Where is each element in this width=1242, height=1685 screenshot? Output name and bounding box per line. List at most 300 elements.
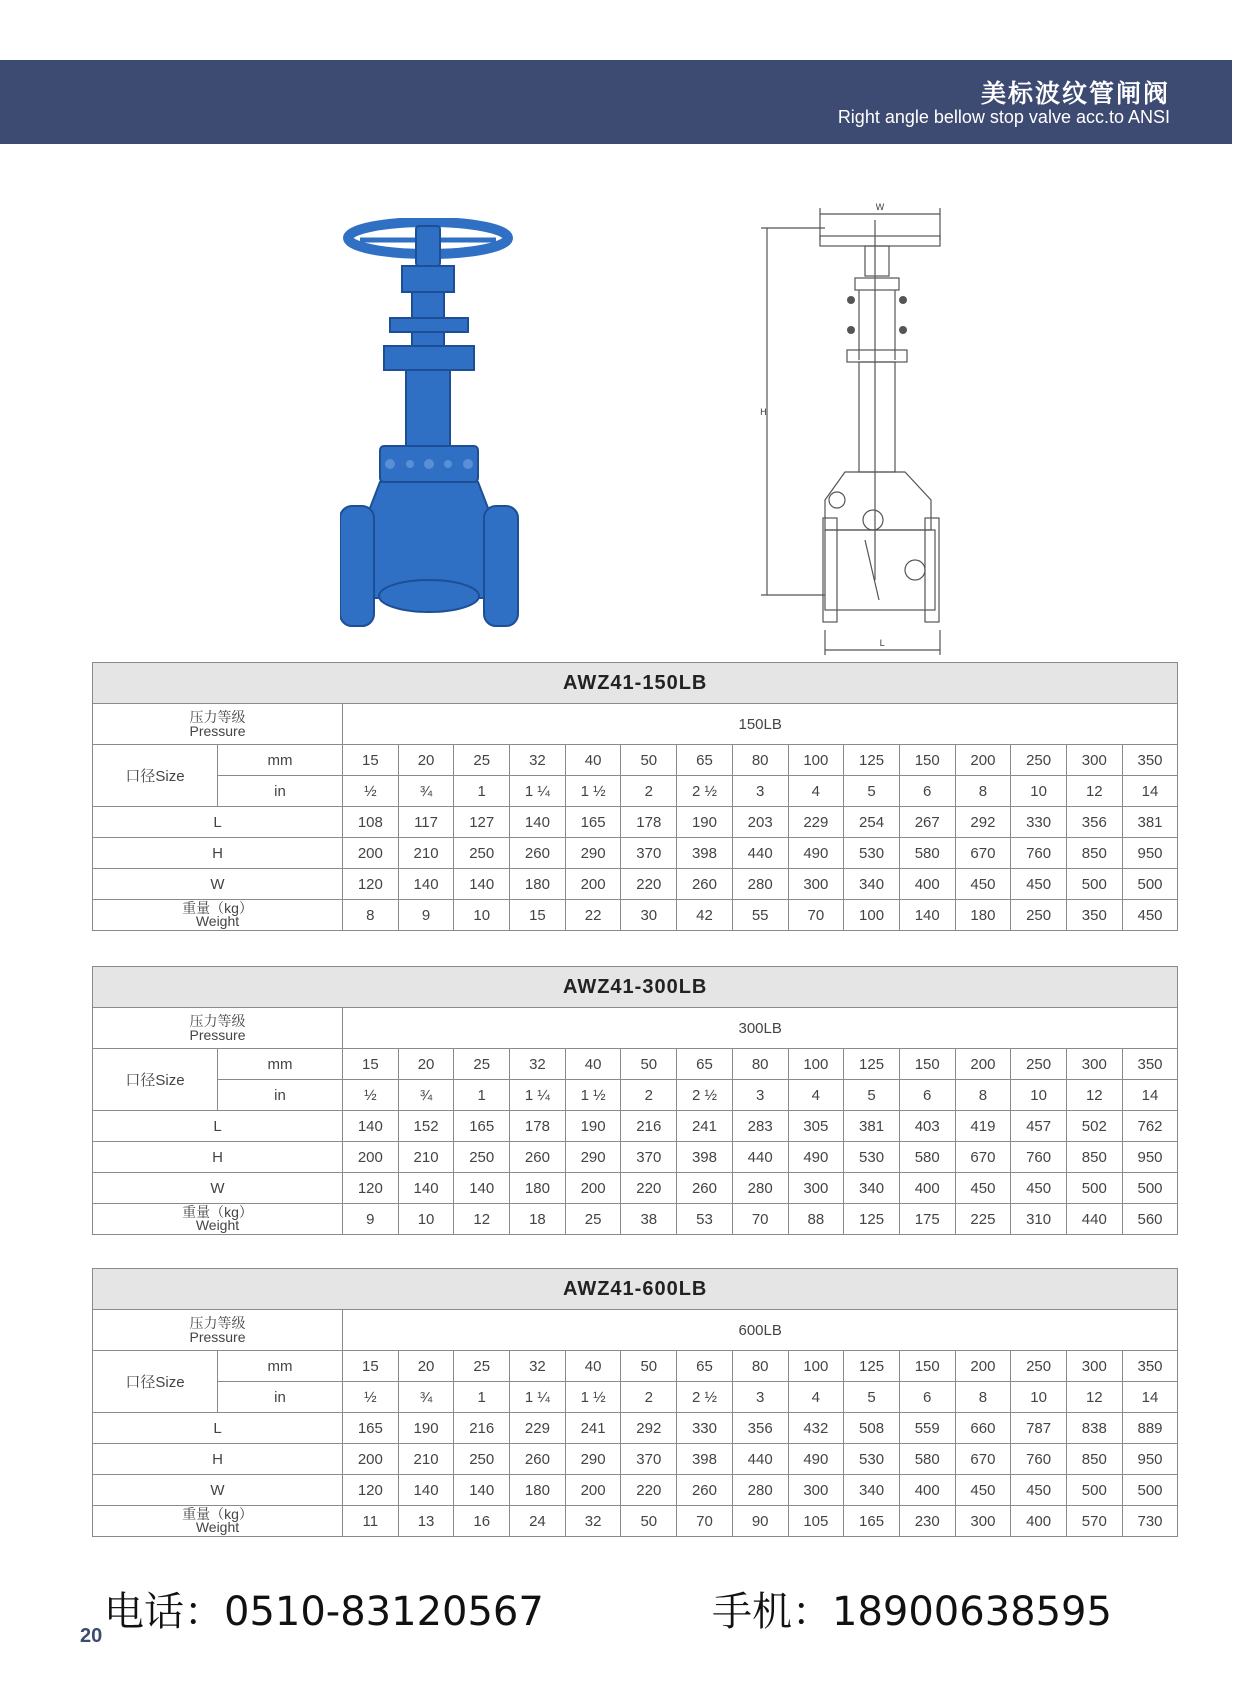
table-cell: 10	[398, 1204, 454, 1235]
table-cell: 53	[677, 1204, 733, 1235]
table-cell: 500	[1066, 1475, 1122, 1506]
table-cell: 165	[844, 1506, 900, 1537]
table-cell: 108	[343, 807, 399, 838]
table-cell: 730	[1122, 1506, 1178, 1537]
dimension-row-w	[93, 1475, 1178, 1506]
table-cell: 500	[1066, 1173, 1122, 1204]
table-cell: 850	[1066, 1142, 1122, 1173]
size-in-row	[93, 1382, 1178, 1413]
table-cell: 200	[343, 838, 399, 869]
table-cell: 40	[565, 745, 621, 776]
table-cell: 838	[1066, 1413, 1122, 1444]
table-cell: 490	[788, 838, 844, 869]
header-banner	[0, 60, 1232, 144]
table-cell: 8	[955, 1382, 1011, 1413]
table-cell: 500	[1122, 869, 1178, 900]
size-label: 口径Size	[93, 1049, 218, 1111]
table-cell: 125	[844, 1351, 900, 1382]
table-cell: 340	[844, 869, 900, 900]
table-cell: 15	[343, 1049, 399, 1080]
pressure-label-cn: 压力等级	[189, 1013, 246, 1029]
table-cell: ¾	[398, 776, 454, 807]
row-label-l: L	[93, 807, 343, 838]
table-cell: 2 ½	[677, 776, 733, 807]
table-cell: 200	[565, 869, 621, 900]
table-cell: 90	[732, 1506, 788, 1537]
table-cell: 50	[621, 1506, 677, 1537]
table-cell: 40	[565, 1351, 621, 1382]
table-cell: 14	[1122, 776, 1178, 807]
table-cell: 500	[1122, 1475, 1178, 1506]
table-cell: 210	[398, 838, 454, 869]
page-number: 20	[80, 1625, 103, 1647]
table-cell: 178	[621, 807, 677, 838]
table-cell: 32	[510, 745, 566, 776]
table-cell: 300	[955, 1506, 1011, 1537]
table-cell: 2	[621, 1382, 677, 1413]
table-cell: 100	[788, 745, 844, 776]
table-cell: 260	[677, 1173, 733, 1204]
dim-h-label: H	[760, 408, 767, 418]
table-cell: 20	[398, 745, 454, 776]
size-in-row	[93, 1080, 1178, 1111]
row-label-h: H	[93, 838, 343, 869]
table-cell: 229	[510, 1413, 566, 1444]
table-cell: 9	[398, 900, 454, 931]
weight-row	[93, 1204, 1178, 1235]
table-cell: 125	[844, 745, 900, 776]
table-cell: 760	[1011, 1444, 1067, 1475]
table-caption-row	[93, 663, 1178, 704]
table-cell: 125	[844, 1204, 900, 1235]
table-cell: 165	[565, 807, 621, 838]
table-cell: 175	[899, 1204, 955, 1235]
dimension-row-l	[93, 1111, 1178, 1142]
table-cell: 140	[343, 1111, 399, 1142]
table-cell: 220	[621, 869, 677, 900]
table-cell: 225	[955, 1204, 1011, 1235]
table-cell: 290	[565, 1142, 621, 1173]
spec-table-150lb	[92, 662, 1178, 931]
row-label-w: W	[93, 1173, 343, 1204]
table-cell: 220	[621, 1475, 677, 1506]
table-cell: 32	[510, 1351, 566, 1382]
weight-label-en: Weight	[195, 1217, 240, 1233]
table-cell: 490	[788, 1444, 844, 1475]
table-cell: 30	[621, 900, 677, 931]
table-cell: 100	[788, 1351, 844, 1382]
mm-unit-label: mm	[218, 1049, 343, 1080]
table-cell: 400	[899, 1173, 955, 1204]
table-cell: 305	[788, 1111, 844, 1142]
table-caption-row	[93, 1269, 1178, 1310]
table-cell: 490	[788, 1142, 844, 1173]
table-cell: 65	[677, 1049, 733, 1080]
table-cell: 25	[454, 1049, 510, 1080]
table-cell: 340	[844, 1475, 900, 1506]
table-cell: 3	[732, 776, 788, 807]
table-cell: 559	[899, 1413, 955, 1444]
table-cell: 150	[899, 1351, 955, 1382]
pressure-row	[93, 1310, 1178, 1351]
table-cell: 260	[677, 1475, 733, 1506]
dimension-row-h	[93, 1142, 1178, 1173]
pressure-label	[93, 1008, 343, 1049]
table-cell: 6	[899, 776, 955, 807]
table-cell: 190	[398, 1413, 454, 1444]
dim-l-label: L	[879, 639, 885, 649]
table-cell: 1	[454, 1382, 510, 1413]
table-cell: 120	[343, 1173, 399, 1204]
table-cell: 127	[454, 807, 510, 838]
table-cell: 120	[343, 869, 399, 900]
table-cell: 300	[1066, 1049, 1122, 1080]
table-cell: ½	[343, 1382, 399, 1413]
pressure-value: 300LB	[343, 1008, 1178, 1049]
weight-label-en: Weight	[195, 1519, 240, 1535]
pressure-value: 600LB	[343, 1310, 1178, 1351]
table-cell: 38	[621, 1204, 677, 1235]
table-cell: 762	[1122, 1111, 1178, 1142]
table-cell: 370	[621, 1444, 677, 1475]
pressure-label-en: Pressure	[189, 1329, 246, 1345]
table-cell: 398	[677, 838, 733, 869]
table-cell: 450	[1122, 900, 1178, 931]
table-cell: 260	[510, 1444, 566, 1475]
table-cell: 210	[398, 1444, 454, 1475]
table-cell: 216	[621, 1111, 677, 1142]
table-cell: 250	[454, 838, 510, 869]
table-cell: 292	[955, 807, 1011, 838]
table-cell: 200	[955, 1049, 1011, 1080]
spec-table-300lb	[92, 966, 1178, 1235]
in-unit-label: in	[218, 1382, 343, 1413]
weight-label-cn: 重量（kg）	[182, 1204, 253, 1220]
table-cell: 4	[788, 1382, 844, 1413]
mm-unit-label: mm	[218, 745, 343, 776]
table-cell: 241	[677, 1111, 733, 1142]
table-cell: 250	[1011, 1049, 1067, 1080]
table-cell: 200	[343, 1444, 399, 1475]
table-cell: 400	[899, 869, 955, 900]
table-cell: 450	[955, 869, 1011, 900]
table-cell: 350	[1122, 1351, 1178, 1382]
table-cell: 432	[788, 1413, 844, 1444]
pressure-label	[93, 704, 343, 745]
pressure-label-cn: 压力等级	[189, 1315, 246, 1331]
table-cell: 32	[510, 1049, 566, 1080]
table-cell: 32	[565, 1506, 621, 1537]
table-cell: 15	[343, 1351, 399, 1382]
table-cell: 403	[899, 1111, 955, 1142]
page-title-en: Right angle bellow stop valve acc.to ANSI	[837, 107, 1170, 127]
pressure-row	[93, 704, 1178, 745]
table-cell: 356	[732, 1413, 788, 1444]
table-cell: 2 ½	[677, 1382, 733, 1413]
table-title: AWZ41-300LB	[93, 967, 1178, 1008]
row-label-w: W	[93, 869, 343, 900]
table-cell: 10	[1011, 1382, 1067, 1413]
table-cell: 6	[899, 1382, 955, 1413]
page-title-cn: 美标波纹管闸阀	[980, 79, 1170, 108]
dimension-row-h	[93, 1444, 1178, 1475]
dimension-row-w	[93, 869, 1178, 900]
table-cell: 241	[565, 1413, 621, 1444]
table-cell: 850	[1066, 1444, 1122, 1475]
table-cell: 670	[955, 838, 1011, 869]
table-cell: 290	[565, 1444, 621, 1475]
table-cell: 55	[732, 900, 788, 931]
table-cell: 350	[1122, 1049, 1178, 1080]
weight-row	[93, 900, 1178, 931]
table-cell: 140	[398, 1173, 454, 1204]
table-cell: 11	[343, 1506, 399, 1537]
table-cell: 530	[844, 1142, 900, 1173]
table-caption-row	[93, 967, 1178, 1008]
table-cell: 5	[844, 776, 900, 807]
table-cell: 140	[398, 869, 454, 900]
table-cell: 440	[1066, 1204, 1122, 1235]
in-unit-label: in	[218, 776, 343, 807]
table-cell: 8	[955, 1080, 1011, 1111]
size-in-row	[93, 776, 1178, 807]
pressure-label	[93, 1310, 343, 1351]
table-cell: 250	[1011, 745, 1067, 776]
table-cell: 300	[1066, 1351, 1122, 1382]
mm-unit-label: mm	[218, 1351, 343, 1382]
pressure-value: 150LB	[343, 704, 1178, 745]
table-cell: 10	[454, 900, 510, 931]
table-cell: 381	[1122, 807, 1178, 838]
table-cell: 180	[510, 869, 566, 900]
table-cell: 2	[621, 1080, 677, 1111]
table-cell: 24	[510, 1506, 566, 1537]
table-cell: 42	[677, 900, 733, 931]
table-cell: 580	[899, 1142, 955, 1173]
table-cell: 200	[565, 1173, 621, 1204]
table-title: AWZ41-150LB	[93, 663, 1178, 704]
table-cell: 40	[565, 1049, 621, 1080]
table-cell: 8	[955, 776, 1011, 807]
size-mm-row	[93, 745, 1178, 776]
table-cell: 292	[621, 1413, 677, 1444]
table-cell: 80	[732, 1351, 788, 1382]
table-cell: 340	[844, 1173, 900, 1204]
table-cell: ¾	[398, 1080, 454, 1111]
table-cell: 250	[454, 1142, 510, 1173]
table-cell: 450	[1011, 869, 1067, 900]
dimension-row-w	[93, 1173, 1178, 1204]
table-cell: 440	[732, 1444, 788, 1475]
table-cell: 12	[1066, 776, 1122, 807]
table-cell: 440	[732, 838, 788, 869]
table-cell: 787	[1011, 1413, 1067, 1444]
table-cell: 1	[454, 776, 510, 807]
table-cell: 330	[677, 1413, 733, 1444]
table-cell: 508	[844, 1413, 900, 1444]
table-cell: 80	[732, 1049, 788, 1080]
table-cell: 440	[732, 1142, 788, 1173]
table-cell: 100	[788, 1049, 844, 1080]
table-cell: 1 ¼	[510, 1382, 566, 1413]
dimension-row-l	[93, 807, 1178, 838]
table-cell: 1 ¼	[510, 1080, 566, 1111]
table-cell: 200	[565, 1475, 621, 1506]
pressure-label-cn: 压力等级	[189, 709, 246, 725]
table-cell: 70	[732, 1204, 788, 1235]
table-cell: 950	[1122, 1142, 1178, 1173]
table-cell: 370	[621, 1142, 677, 1173]
table-cell: 70	[788, 900, 844, 931]
dimension-row-h	[93, 838, 1178, 869]
table-cell: 398	[677, 1444, 733, 1475]
table-cell: 950	[1122, 1444, 1178, 1475]
table-cell: 65	[677, 1351, 733, 1382]
table-cell: 150	[899, 1049, 955, 1080]
table-cell: 9	[343, 1204, 399, 1235]
table-cell: 10	[1011, 1080, 1067, 1111]
table-cell: 150	[899, 745, 955, 776]
row-label-h: H	[93, 1142, 343, 1173]
table-cell: 400	[1011, 1506, 1067, 1537]
table-cell: 1 ½	[565, 1382, 621, 1413]
weight-label	[93, 1204, 343, 1235]
table-cell: 260	[677, 869, 733, 900]
table-cell: 350	[1122, 745, 1178, 776]
table-cell: 450	[1011, 1475, 1067, 1506]
table-cell: 660	[955, 1413, 1011, 1444]
table-cell: 267	[899, 807, 955, 838]
table-cell: 370	[621, 838, 677, 869]
table-cell: 530	[844, 1444, 900, 1475]
phone-number: 电话：0510-83120567	[104, 1589, 544, 1635]
table-cell: 3	[732, 1382, 788, 1413]
table-cell: 178	[510, 1111, 566, 1142]
table-cell: 70	[677, 1506, 733, 1537]
table-cell: 5	[844, 1080, 900, 1111]
table-cell: 10	[1011, 776, 1067, 807]
weight-label-en: Weight	[195, 913, 240, 929]
dimension-row-l	[93, 1413, 1178, 1444]
table-cell: 165	[454, 1111, 510, 1142]
table-cell: 65	[677, 745, 733, 776]
table-cell: 457	[1011, 1111, 1067, 1142]
in-unit-label: in	[218, 1080, 343, 1111]
weight-label-cn: 重量（kg）	[182, 900, 253, 916]
table-cell: 889	[1122, 1413, 1178, 1444]
table-cell: 500	[1066, 869, 1122, 900]
size-mm-row	[93, 1351, 1178, 1382]
table-cell: 580	[899, 1444, 955, 1475]
table-cell: 8	[343, 900, 399, 931]
pressure-label-en: Pressure	[189, 1027, 246, 1043]
valve-photo	[340, 218, 520, 658]
table-cell: 1 ½	[565, 776, 621, 807]
table-cell: 5	[844, 1382, 900, 1413]
table-cell: 15	[510, 900, 566, 931]
table-cell: 250	[1011, 900, 1067, 931]
table-cell: 560	[1122, 1204, 1178, 1235]
table-cell: 450	[1011, 1173, 1067, 1204]
table-cell: 3	[732, 1080, 788, 1111]
table-cell: 580	[899, 838, 955, 869]
table-cell: 25	[565, 1204, 621, 1235]
table-cell: ¾	[398, 1382, 454, 1413]
table-cell: 419	[955, 1111, 1011, 1142]
table-cell: 450	[955, 1173, 1011, 1204]
table-cell: 190	[677, 807, 733, 838]
weight-row	[93, 1506, 1178, 1537]
table-cell: 670	[955, 1142, 1011, 1173]
table-cell: 570	[1066, 1506, 1122, 1537]
table-cell: 1 ¼	[510, 776, 566, 807]
table-cell: 760	[1011, 838, 1067, 869]
table-cell: 220	[621, 1173, 677, 1204]
table-cell: 350	[1066, 900, 1122, 931]
weight-label	[93, 900, 343, 931]
table-cell: 356	[1066, 807, 1122, 838]
table-cell: 330	[1011, 807, 1067, 838]
table-cell: 140	[398, 1475, 454, 1506]
table-cell: 200	[955, 1351, 1011, 1382]
table-cell: 4	[788, 1080, 844, 1111]
table-cell: 105	[788, 1506, 844, 1537]
table-cell: 140	[510, 807, 566, 838]
table-cell: 400	[899, 1475, 955, 1506]
table-cell: 260	[510, 838, 566, 869]
table-cell: 2 ½	[677, 1080, 733, 1111]
mobile-number: 手机：18900638595	[712, 1589, 1112, 1635]
table-cell: 280	[732, 869, 788, 900]
table-cell: 203	[732, 807, 788, 838]
row-label-l: L	[93, 1111, 343, 1142]
table-cell: 200	[955, 745, 1011, 776]
table-cell: 25	[454, 1351, 510, 1382]
table-cell: 210	[398, 1142, 454, 1173]
table-cell: 16	[454, 1506, 510, 1537]
table-cell: 280	[732, 1173, 788, 1204]
table-cell: 760	[1011, 1142, 1067, 1173]
table-cell: 12	[454, 1204, 510, 1235]
table-cell: 80	[732, 745, 788, 776]
table-cell: 250	[1011, 1351, 1067, 1382]
table-cell: 260	[510, 1142, 566, 1173]
table-cell: 254	[844, 807, 900, 838]
size-label: 口径Size	[93, 1351, 218, 1413]
table-cell: 18	[510, 1204, 566, 1235]
table-cell: 300	[788, 1475, 844, 1506]
table-cell: 950	[1122, 838, 1178, 869]
dim-w-label: W	[875, 203, 885, 213]
table-cell: 100	[844, 900, 900, 931]
table-cell: 283	[732, 1111, 788, 1142]
table-cell: 125	[844, 1049, 900, 1080]
weight-label-cn: 重量（kg）	[182, 1506, 253, 1522]
table-cell: 450	[955, 1475, 1011, 1506]
table-cell: 310	[1011, 1204, 1067, 1235]
table-cell: ½	[343, 1080, 399, 1111]
table-cell: 250	[454, 1444, 510, 1475]
table-cell: 300	[788, 869, 844, 900]
row-label-l: L	[93, 1413, 343, 1444]
table-cell: 230	[899, 1506, 955, 1537]
table-cell: 398	[677, 1142, 733, 1173]
table-cell: 117	[398, 807, 454, 838]
table-cell: 530	[844, 838, 900, 869]
table-cell: 22	[565, 900, 621, 931]
pressure-label-en: Pressure	[189, 723, 246, 739]
table-cell: 216	[454, 1413, 510, 1444]
